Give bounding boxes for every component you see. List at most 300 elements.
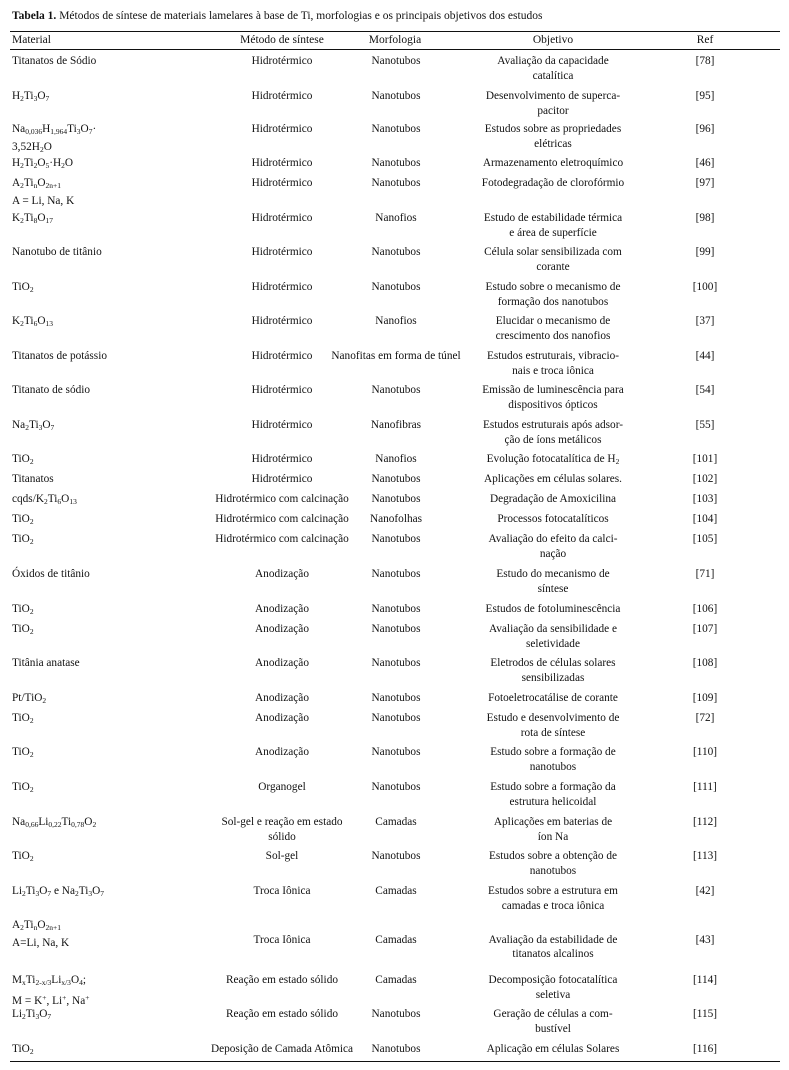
- cell-method: Organogel: [258, 781, 306, 793]
- cell-material: [12, 156, 182, 174]
- cell-material: [12, 745, 182, 763]
- cell-ref: [100]: [692, 281, 718, 293]
- cell-morphology: Nanofios: [375, 315, 417, 327]
- cell-material: [12, 711, 182, 729]
- text-run: Na: [12, 123, 26, 135]
- cell-ref: [42]: [695, 885, 715, 897]
- text-run: Ti: [67, 123, 77, 135]
- cell-material: [12, 780, 182, 798]
- text-run: Ti: [47, 493, 58, 505]
- subscript: 2: [20, 216, 24, 225]
- cell-ref: [112]: [692, 816, 718, 828]
- text-run: O: [84, 816, 93, 828]
- cell-objective: Célula solar sensibilizada com corante: [484, 246, 622, 273]
- cell-objective: Estudo sobre a formação de nanotubos: [490, 746, 616, 773]
- subscript: 3: [35, 889, 40, 898]
- cell-material: [12, 1042, 182, 1060]
- cell-material: [12, 691, 182, 709]
- subscript: 0,78: [71, 820, 85, 829]
- cell-material: [12, 452, 182, 470]
- text-run: TiO: [12, 513, 30, 525]
- cell-material: [12, 122, 182, 157]
- cell-objective: Avaliação da capacidade catalítica: [497, 55, 609, 82]
- cell-objective: Estudos estruturais, vibracio- nais e troca iônica: [486, 350, 620, 377]
- cell-objective: [470, 452, 636, 470]
- cell-objective: Geração de células a com- bustível: [493, 1008, 613, 1035]
- subscript: 3: [76, 127, 81, 136]
- header-rule: [10, 49, 780, 50]
- cell-morphology: Camadas: [375, 933, 417, 946]
- header-morphology: Morfologia: [368, 34, 422, 46]
- cell-objective: Estudos sobre as propriedades elétricas: [484, 123, 622, 150]
- text-run: cqds/K: [12, 493, 45, 505]
- cell-material: [12, 314, 182, 332]
- cell-morphology: Nanotubos: [371, 55, 421, 67]
- subscript: 0,66: [25, 820, 39, 829]
- text-run: Titanatos de Sódio: [12, 55, 97, 67]
- text-run: Óxidos de titânio: [12, 568, 90, 580]
- text-run: A = Li, Na, K: [12, 194, 75, 207]
- subscript: 0,036: [25, 127, 43, 136]
- cell-objective: Estudo sobre o mecanismo de formação dos nanotubos: [485, 281, 621, 308]
- cell-morphology: Camadas: [375, 816, 417, 828]
- subscript: 2n+1: [45, 181, 61, 190]
- text-run: TiO: [12, 453, 30, 465]
- cell-method: Hidrotérmico: [251, 281, 313, 293]
- header-method: Método de síntese: [240, 34, 324, 46]
- cell-method: Hidrotérmico: [251, 157, 313, 169]
- cell-method: Hidrotérmico: [251, 177, 313, 189]
- cell-material: [12, 884, 182, 902]
- cell-objective: Estudos sobre a estrutura em camadas e troca iônica: [488, 885, 618, 912]
- cell-material: [12, 532, 182, 550]
- cell-morphology: Nanotubos: [371, 123, 421, 135]
- cell-ref: [106]: [692, 603, 718, 615]
- cell-ref: [101]: [692, 453, 718, 465]
- cell-method: Hidrotérmico: [251, 473, 313, 485]
- cell-morphology: Nanofios: [375, 212, 417, 224]
- text-run: Ti: [23, 157, 34, 169]
- subscript: 2: [42, 696, 47, 705]
- subscript: 17: [45, 216, 53, 225]
- cell-objective: Estudo sobre a formação da estrutura helicoidal: [490, 781, 616, 808]
- text-run: ·H: [49, 157, 62, 169]
- cell-morphology: Nanotubos: [371, 384, 421, 396]
- text-run: TiO: [12, 281, 30, 293]
- cell-objective: Estudos de fotoluminescência: [485, 603, 621, 615]
- text-run: O: [70, 974, 80, 986]
- cell-morphology: Nanotubos: [371, 746, 421, 758]
- text-run: Ti: [23, 90, 34, 102]
- cell-material: [12, 211, 182, 229]
- cell-method: Sol-gel e reação em estado sólido: [221, 816, 343, 843]
- text-run: H: [42, 123, 51, 135]
- cell-objective: Estudo do mecanismo de síntese: [496, 568, 610, 595]
- text-run: H: [12, 157, 21, 169]
- cell-method: Sol-gel: [265, 850, 299, 862]
- cell-objective: Estudos sobre a obtenção de nanotubos: [489, 850, 617, 877]
- cell-method: Hidrotérmico: [251, 90, 313, 102]
- cell-ref: [46]: [695, 157, 715, 169]
- subscript: 2: [44, 497, 48, 506]
- subscript: 7: [47, 1012, 52, 1021]
- cell-method: Anodização: [255, 568, 309, 580]
- cell-morphology: Nanotubos: [371, 1043, 421, 1055]
- cell-material: [12, 602, 182, 620]
- subscript: 2: [29, 517, 34, 526]
- cell-method: Hidrotérmico: [251, 55, 313, 67]
- cell-ref: [71]: [695, 568, 715, 580]
- bottom-rule: [10, 1061, 780, 1062]
- text-run: Ti: [25, 885, 36, 897]
- subscript: 7: [45, 94, 50, 103]
- header-ref: Ref: [696, 34, 714, 46]
- cell-material: [12, 349, 182, 364]
- cell-material: [12, 492, 182, 510]
- cell-material: [12, 418, 182, 436]
- cell-ref: [72]: [695, 712, 715, 724]
- table-caption: [12, 9, 542, 23]
- cell-morphology: Nanotubos: [371, 90, 421, 102]
- cell-material: [12, 1007, 182, 1025]
- cell-material: [12, 472, 182, 487]
- text-run: Titanato de sódio: [12, 384, 91, 396]
- subscript: 2: [29, 1047, 34, 1056]
- text-run: TiO: [12, 746, 30, 758]
- subscript: 5: [45, 161, 50, 170]
- text-run: Ti: [78, 885, 89, 897]
- text-run: O: [37, 919, 46, 931]
- header-objective: Objetivo: [532, 34, 574, 46]
- cell-objective: Armazenamento eletroquímico: [482, 157, 624, 169]
- cell-objective: Aplicação em células Solares: [486, 1043, 620, 1055]
- cell-material: [12, 815, 182, 833]
- subscript: 2: [25, 423, 29, 432]
- cell-ref: [111]: [693, 781, 717, 793]
- cell-morphology: Nanotubos: [371, 533, 421, 545]
- superscript: +: [85, 992, 90, 1002]
- cell-method: Anodização: [255, 657, 309, 669]
- cell-morphology: Nanotubos: [371, 473, 421, 485]
- cell-morphology: Nanotubos: [371, 281, 421, 293]
- cell-material: [12, 973, 182, 1008]
- cell-ref: [95]: [695, 90, 715, 102]
- cell-ref: [115]: [692, 1008, 718, 1020]
- cell-objective: Avaliação da estabilidade de titanatos alcalinos: [488, 933, 618, 960]
- cell-material: [12, 280, 182, 298]
- subscript: 3: [35, 1012, 40, 1021]
- text-run: O: [37, 315, 46, 327]
- text-run: Pt/TiO: [12, 692, 43, 704]
- subscript: 0,22: [48, 820, 62, 829]
- cell-morphology: Nanotubos: [371, 177, 421, 189]
- subscript: 2: [20, 319, 24, 328]
- cell-material: [12, 89, 182, 107]
- subscript: 7: [88, 127, 93, 136]
- text-run: Ti: [23, 919, 34, 931]
- cell-material: [12, 622, 182, 640]
- subscript: 7: [100, 889, 105, 898]
- subscript: 3: [88, 889, 93, 898]
- cell-objective: Avaliação da sensibilidade e seletividade: [488, 623, 618, 650]
- cell-ref: [44]: [695, 350, 715, 362]
- cell-morphology: Nanotubos: [371, 493, 421, 505]
- cell-objective: Estudo e desenvolvimento de rota de síntese: [486, 712, 620, 739]
- cell-method: Hidrotérmico com calcinação: [215, 513, 349, 525]
- subscript: 2: [29, 854, 34, 863]
- subscript: 2: [20, 94, 24, 103]
- text-run: O: [80, 123, 89, 135]
- text-run: TiO: [12, 781, 30, 793]
- cell-method: Anodização: [255, 746, 309, 758]
- subscript: 13: [69, 497, 77, 506]
- cell-ref: [78]: [695, 55, 715, 67]
- text-run: Ti: [28, 419, 39, 431]
- text-run: ; M = K: [12, 974, 86, 1007]
- superscript: +: [62, 992, 67, 1002]
- cell-ref: [104]: [692, 513, 718, 525]
- text-run: TiO: [12, 1043, 30, 1055]
- cell-material: [12, 54, 182, 69]
- text-run: Ti: [25, 1008, 36, 1020]
- subscript: 2: [39, 144, 44, 154]
- text-run: O: [37, 90, 46, 102]
- cell-ref: [114]: [692, 974, 718, 986]
- cell-method: Reação em estado sólido: [226, 974, 338, 986]
- subscript: 4: [79, 978, 83, 987]
- text-run: O: [39, 885, 48, 897]
- cell-objective: Emissão de luminescência para dispositivos ópticos: [482, 384, 624, 411]
- subscript: 1,964: [50, 127, 68, 136]
- subscript: n: [33, 181, 38, 190]
- text-run: A: [12, 177, 21, 189]
- cell-morphology: Nanofitas em forma de túnel: [331, 350, 461, 362]
- cell-ref: [54]: [695, 384, 715, 396]
- superscript: +: [42, 992, 47, 1002]
- cell-material: [12, 656, 182, 671]
- subscript: n: [33, 923, 38, 932]
- text-run: O: [92, 885, 101, 897]
- cell-ref: [37]: [695, 315, 715, 327]
- subscript: 2: [22, 1012, 26, 1021]
- cell-ref: [98]: [695, 212, 715, 224]
- subscript: 6: [57, 497, 62, 506]
- subscript: 2: [74, 889, 79, 898]
- text-run: O: [37, 212, 46, 224]
- subscript: 7: [50, 423, 55, 432]
- cell-objective: Processos fotocatalíticos: [497, 513, 609, 525]
- text-run: A: [12, 919, 21, 931]
- subscript: 2: [29, 785, 34, 794]
- cell-morphology: Nanofibras: [370, 419, 422, 431]
- text-run: Ti: [61, 816, 72, 828]
- text-run: Li: [51, 974, 62, 986]
- cell-objective: Aplicações em células solares.: [483, 473, 623, 485]
- cell-material: [12, 383, 182, 398]
- cell-material: [12, 176, 182, 208]
- cell-ref: [113]: [692, 850, 718, 862]
- cell-method: Hidrotérmico: [251, 212, 313, 224]
- text-run: Li: [38, 816, 49, 828]
- text-run: Nanotubo de titânio: [12, 246, 102, 258]
- cell-morphology: Nanofolhas: [369, 513, 423, 525]
- cell-objective: Decomposição fotocatalítica seletiva: [488, 974, 618, 1001]
- subscript: 13: [45, 319, 53, 328]
- cell-morphology: Nanotubos: [371, 781, 421, 793]
- cell-method: Hidrotérmico: [251, 419, 313, 431]
- top-rule: [10, 31, 780, 32]
- table-caption-label: Tabela 1.: [12, 10, 57, 22]
- subscript: 2: [29, 716, 34, 725]
- text-run: TiO: [12, 603, 30, 615]
- subscript: 2: [29, 537, 34, 546]
- cell-morphology: Camadas: [375, 885, 417, 897]
- cell-objective: Estudo de estabilidade térmica e área de superfície: [483, 212, 623, 239]
- cell-ref: [103]: [692, 493, 718, 505]
- cell-material: [12, 512, 182, 530]
- cell-objective: Estudos estruturais após adsor- ção de íons metálicos: [482, 419, 624, 446]
- text-run: TiO: [12, 712, 30, 724]
- text-run: Na: [12, 816, 26, 828]
- cell-morphology: Nanotubos: [371, 850, 421, 862]
- cell-morphology: Nanotubos: [371, 568, 421, 580]
- cell-objective: Degradação de Amoxicilina: [489, 493, 617, 505]
- cell-method: Troca Iônica: [253, 933, 311, 946]
- subscript: 2: [29, 607, 34, 616]
- cell-morphology: Nanotubos: [371, 603, 421, 615]
- text-run: A=Li, Na, K: [12, 936, 70, 949]
- cell-objective: Fotoeletrocatálise de corante: [488, 692, 618, 704]
- text-run: O: [64, 157, 74, 169]
- cell-ref: [107]: [692, 623, 718, 635]
- cell-ref: [109]: [692, 692, 718, 704]
- cell-ref: [108]: [692, 657, 718, 669]
- text-run: · 3,52H: [12, 123, 97, 153]
- cell-method: Anodização: [255, 712, 309, 724]
- cell-morphology: Nanotubos: [371, 657, 421, 669]
- subscript: 2: [20, 923, 24, 932]
- cell-material: [12, 849, 182, 867]
- cell-morphology: Nanotubos: [371, 246, 421, 258]
- text-run: TiO: [12, 850, 30, 862]
- cell-morphology: Nanotubos: [371, 623, 421, 635]
- text-run: H: [12, 90, 21, 102]
- cell-ref: [96]: [695, 123, 715, 135]
- text-run: O: [61, 493, 70, 505]
- subscript: 2: [615, 457, 620, 466]
- text-run: O: [42, 419, 51, 431]
- text-run: K: [12, 212, 21, 224]
- cell-method: Hidrotérmico: [251, 246, 313, 258]
- subscript: 2: [29, 285, 34, 294]
- cell-method: Hidrotérmico: [251, 453, 313, 465]
- subscript: 2n+1: [45, 923, 61, 932]
- cell-ref: [110]: [692, 746, 718, 758]
- cell-morphology: Nanofios: [375, 453, 417, 465]
- text-run: Titânia anatase: [12, 657, 80, 669]
- text-run: M: [12, 974, 23, 986]
- cell-ref: [43]: [695, 933, 715, 946]
- text-run: K: [12, 315, 21, 327]
- cell-method: Anodização: [255, 692, 309, 704]
- subscript: 2: [29, 627, 34, 636]
- text-run: O: [37, 157, 46, 169]
- cell-morphology: Nanotubos: [371, 1008, 421, 1020]
- cell-objective: Fotodegradação de clorofórmio: [481, 177, 625, 189]
- text-run: , Na: [66, 994, 86, 1007]
- subscript: x/3: [61, 978, 71, 987]
- cell-method: Deposição de Camada Atômica: [210, 1043, 354, 1055]
- text-run: Titanatos: [12, 473, 54, 485]
- text-run: Ti: [25, 974, 36, 986]
- cell-method: Anodização: [255, 603, 309, 615]
- cell-morphology: Nanotubos: [371, 157, 421, 169]
- subscript: 2: [29, 750, 34, 759]
- text-run: O: [37, 177, 46, 189]
- cell-method: Hidrotérmico: [251, 350, 313, 362]
- subscript: 2: [61, 161, 65, 170]
- subscript: 3: [33, 94, 38, 103]
- cell-ref: [105]: [692, 533, 718, 545]
- text-run: Li: [12, 1008, 23, 1020]
- text-run: Evolução fotocatalítica de H: [486, 453, 616, 465]
- cell-method: Anodização: [255, 623, 309, 635]
- text-run: Titanatos de potássio: [12, 350, 107, 362]
- cell-method: Hidrotérmico: [251, 123, 313, 135]
- cell-ref: [97]: [695, 177, 715, 189]
- header-material: Material: [12, 34, 51, 46]
- subscript: 8: [33, 216, 38, 225]
- subscript: 2-x/3: [35, 978, 52, 987]
- text-run: Na: [12, 419, 26, 431]
- text-run: Ti: [23, 177, 34, 189]
- cell-method: Hidrotérmico com calcinação: [215, 493, 349, 505]
- text-run: Ti: [23, 315, 34, 327]
- cell-material: [12, 567, 182, 582]
- cell-method: Troca Iônica: [253, 885, 311, 897]
- cell-ref: [116]: [692, 1043, 718, 1055]
- cell-ref: [99]: [695, 246, 715, 258]
- subscript: 2: [92, 820, 97, 829]
- subscript: 2: [22, 889, 26, 898]
- cell-objective: Avaliação do efeito da calci- nação: [488, 533, 618, 560]
- text-run: Ti: [23, 212, 34, 224]
- subscript: x: [22, 978, 26, 987]
- text-run: e Na: [51, 885, 75, 897]
- subscript: 3: [38, 423, 43, 432]
- table-caption-text: Métodos de síntese de materiais lamelares à base de Ti, morfologias e os principais objetivos dos estudos: [56, 10, 543, 22]
- subscript: 2: [20, 161, 24, 170]
- cell-method: Hidrotérmico: [251, 384, 313, 396]
- subscript: 7: [47, 889, 52, 898]
- cell-ref: [102]: [692, 473, 718, 485]
- cell-ref: [55]: [695, 419, 715, 431]
- cell-material: [12, 245, 182, 260]
- text-run: TiO: [12, 533, 30, 545]
- cell-objective: Desenvolvimento de superca- pacitor: [485, 90, 621, 117]
- cell-objective: Aplicações em baterias de íon Na: [493, 816, 613, 843]
- text-run: TiO: [12, 623, 30, 635]
- cell-morphology: Camadas: [375, 974, 417, 986]
- cell-method: Hidrotérmico com calcinação: [215, 533, 349, 545]
- cell-method: Reação em estado sólido: [226, 1008, 338, 1020]
- cell-material: [12, 918, 182, 950]
- text-run: , Li: [46, 994, 63, 1007]
- cell-objective: Eletrodos de células solares sensibilizadas: [490, 657, 616, 684]
- subscript: 2: [20, 181, 24, 190]
- text-run: O: [43, 140, 52, 153]
- cell-morphology: Nanotubos: [371, 692, 421, 704]
